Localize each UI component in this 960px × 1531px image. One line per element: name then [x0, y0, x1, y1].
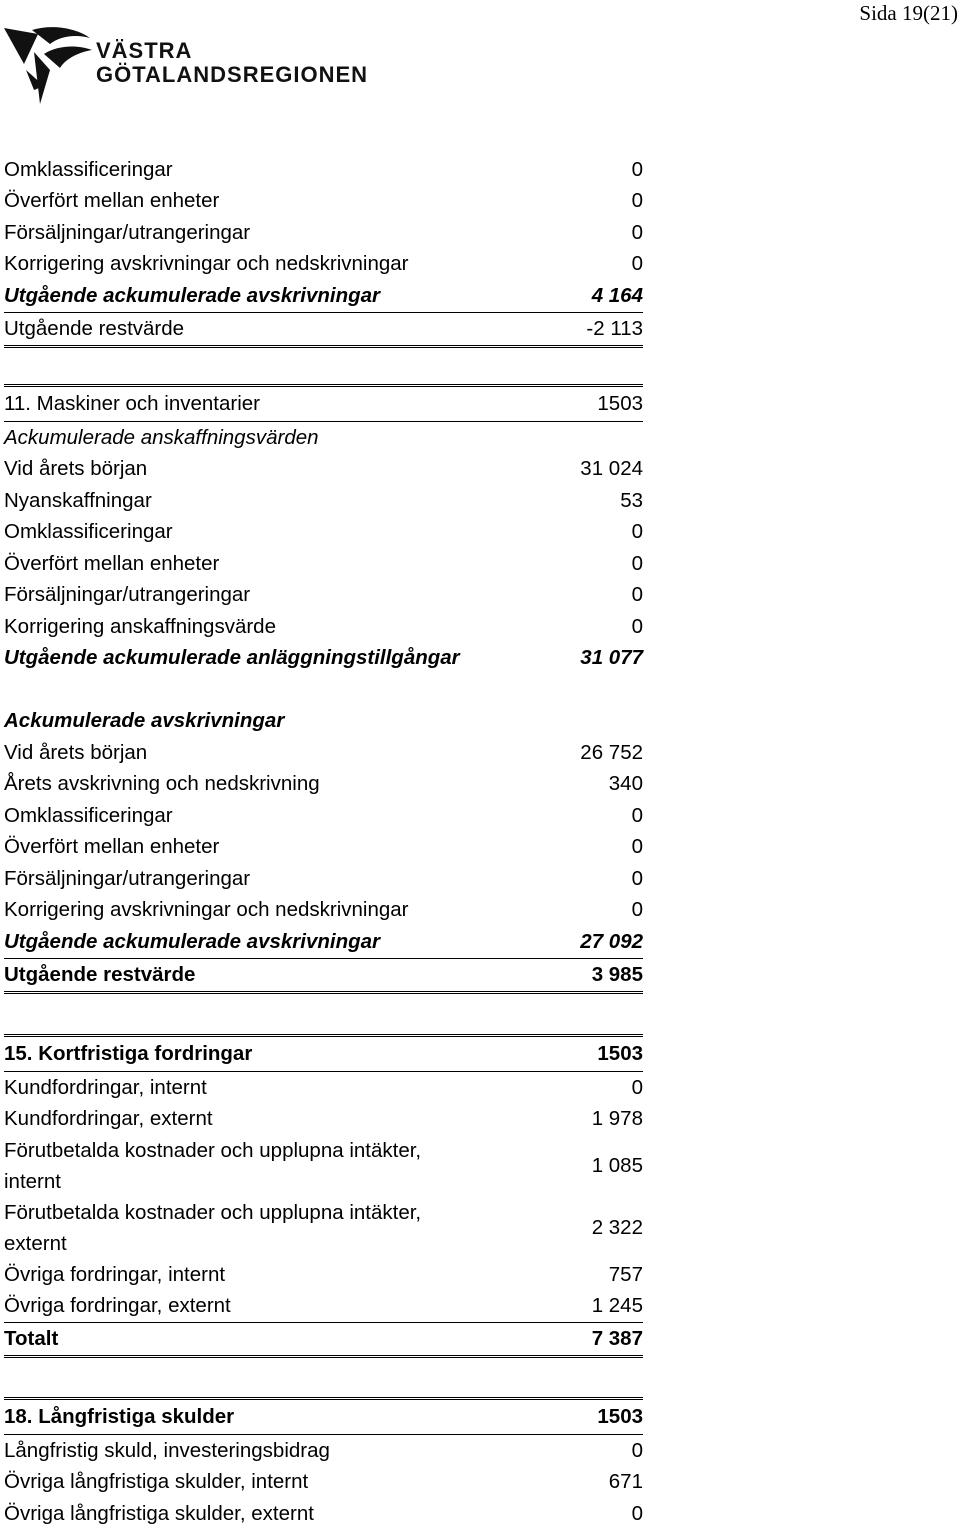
table-row [4, 1467, 643, 1499]
table-row-total [4, 958, 643, 994]
table-row-total [4, 312, 643, 348]
row-value: 1 085 [591, 1154, 643, 1177]
row-value: 31 077 [580, 646, 643, 670]
row-label: Utgående ackumulerade avskrivningar [4, 929, 380, 953]
row-label: Övriga fordringar, internt [4, 1262, 226, 1286]
note-header [4, 1397, 643, 1435]
table-row [4, 1435, 643, 1467]
row-label: Övriga långfristiga skulder, externt [4, 1501, 314, 1525]
row-label: Försäljningar/utrangeringar [4, 220, 251, 244]
row-label [4, 1197, 592, 1259]
note-code: 1503 [597, 1042, 643, 1065]
row-label [4, 1135, 592, 1197]
vgr-emblem-icon [4, 24, 94, 106]
table-row-subtotal [4, 643, 643, 675]
table-row [4, 1072, 643, 1104]
table-row [4, 517, 643, 549]
section-heading-label: Ackumulerade avskrivningar [4, 709, 285, 733]
row-label: Korrigering anskaffningsvärde [4, 614, 276, 638]
row-label: Överfört mellan enheter [4, 189, 220, 213]
row-label: Övriga långfristiga skulder, internt [4, 1470, 309, 1494]
row-value: 0 [631, 1501, 643, 1525]
row-value: 4 164 [591, 283, 643, 307]
row-label: Överfört mellan enheter [4, 835, 220, 859]
table-row [4, 1291, 643, 1323]
table-row [4, 895, 643, 927]
note-title: 15. Kortfristiga fordringar [4, 1042, 253, 1065]
row-label: Omklassificeringar [4, 157, 173, 181]
section-heading-label: Ackumulerade anskaffningsvärden [4, 425, 319, 449]
row-value: 0 [631, 551, 643, 575]
row-label-line-2: internt [4, 1170, 61, 1193]
logo-line-2: GÖTALANDSREGIONEN [96, 62, 369, 87]
row-value: 0 [631, 898, 643, 922]
table-row-subtotal [4, 280, 643, 312]
row-value: 31 024 [580, 457, 643, 481]
row-value: 3 985 [591, 962, 643, 986]
row-label: Vid årets början [4, 740, 148, 764]
row-label: Övriga fordringar, externt [4, 1294, 231, 1318]
table-row-subtotal [4, 926, 643, 958]
row-label: Utgående restvärde [4, 962, 196, 986]
row-label: Kundfordringar, internt [4, 1075, 207, 1099]
row-value: 671 [608, 1470, 643, 1494]
table-row [4, 832, 643, 864]
row-value: 2 322 [591, 1216, 643, 1239]
section-heading [4, 422, 643, 454]
row-label: Korrigering avskrivningar och nedskrivningar [4, 898, 409, 922]
row-label: Utgående ackumulerade anläggningstillgångar [4, 646, 460, 670]
section-heading [4, 706, 643, 738]
row-value: 53 [620, 488, 643, 512]
row-label-line-1: Förutbetalda kostnader och upplupna intäkter, [4, 1201, 422, 1224]
row-label: Årets avskrivning och nedskrivning [4, 772, 320, 796]
note-title: 18. Långfristiga skulder [4, 1405, 235, 1428]
page-number: Sida 19(21) [859, 1, 958, 25]
row-label-line-1: Förutbetalda kostnader och upplupna intäkter, [4, 1139, 422, 1162]
row-label: Försäljningar/utrangeringar [4, 866, 251, 890]
row-label: Utgående restvärde [4, 316, 185, 340]
row-value: 0 [631, 835, 643, 859]
note-title: 11. Maskiner och inventarier [4, 392, 260, 415]
table-row [4, 769, 643, 801]
row-value: -2 113 [586, 316, 643, 340]
table-row [4, 863, 643, 895]
table-row [4, 580, 643, 612]
row-value: 0 [631, 1075, 643, 1099]
row-label: Omklassificeringar [4, 803, 173, 827]
table-row [4, 1259, 643, 1291]
table-row [4, 1104, 643, 1136]
row-value: 0 [631, 614, 643, 638]
note-15-table [4, 1034, 643, 1358]
row-value: 0 [631, 803, 643, 827]
row-value: 0 [631, 157, 643, 181]
table-row [4, 611, 643, 643]
row-value: 1 245 [591, 1294, 643, 1318]
row-value: 27 092 [580, 929, 643, 953]
table-row [4, 249, 643, 281]
table-row [4, 217, 643, 249]
row-label: Nyanskaffningar [4, 488, 152, 512]
note-code: 1503 [597, 392, 643, 415]
table-row [4, 737, 643, 769]
row-label: Utgående ackumulerade avskrivningar [4, 283, 380, 307]
logo-line-1: VÄSTRA [96, 38, 193, 63]
table-top-block [4, 154, 643, 348]
table-row [4, 186, 643, 218]
row-label: Kundfordringar, externt [4, 1107, 213, 1131]
row-label: Korrigering avskrivningar och nedskrivningar [4, 252, 409, 276]
spacer [4, 674, 643, 706]
row-label-line-2: externt [4, 1232, 67, 1255]
table-row [4, 454, 643, 486]
table-row [4, 485, 643, 517]
row-label: Omklassificeringar [4, 520, 173, 544]
row-value: 0 [631, 1438, 643, 1462]
table-row [4, 1135, 643, 1197]
table-row [4, 548, 643, 580]
table-row-total [4, 1322, 643, 1358]
row-value: 0 [631, 520, 643, 544]
row-value: 0 [631, 220, 643, 244]
row-value: 26 752 [580, 740, 643, 764]
row-value: 340 [608, 772, 643, 796]
table-row [4, 154, 643, 186]
note-18-table [4, 1397, 643, 1530]
row-value: 0 [631, 866, 643, 890]
note-11-table [4, 384, 643, 994]
row-value: 0 [631, 252, 643, 276]
table-row [4, 1197, 643, 1259]
note-code: 1503 [597, 1405, 643, 1428]
row-label: Försäljningar/utrangeringar [4, 583, 251, 607]
vgr-logo [4, 24, 404, 106]
row-label: Långfristig skuld, investeringsbidrag [4, 1438, 330, 1462]
row-value: 7 387 [591, 1327, 643, 1350]
row-value: 757 [608, 1262, 643, 1286]
table-row [4, 800, 643, 832]
row-value: 0 [631, 583, 643, 607]
note-header [4, 1034, 643, 1072]
row-value: 0 [631, 189, 643, 213]
table-row [4, 1498, 643, 1530]
row-value: 1 978 [591, 1107, 643, 1131]
note-header [4, 384, 643, 422]
row-label: Vid årets början [4, 457, 148, 481]
row-label: Överfört mellan enheter [4, 551, 220, 575]
row-label: Totalt [4, 1327, 59, 1350]
